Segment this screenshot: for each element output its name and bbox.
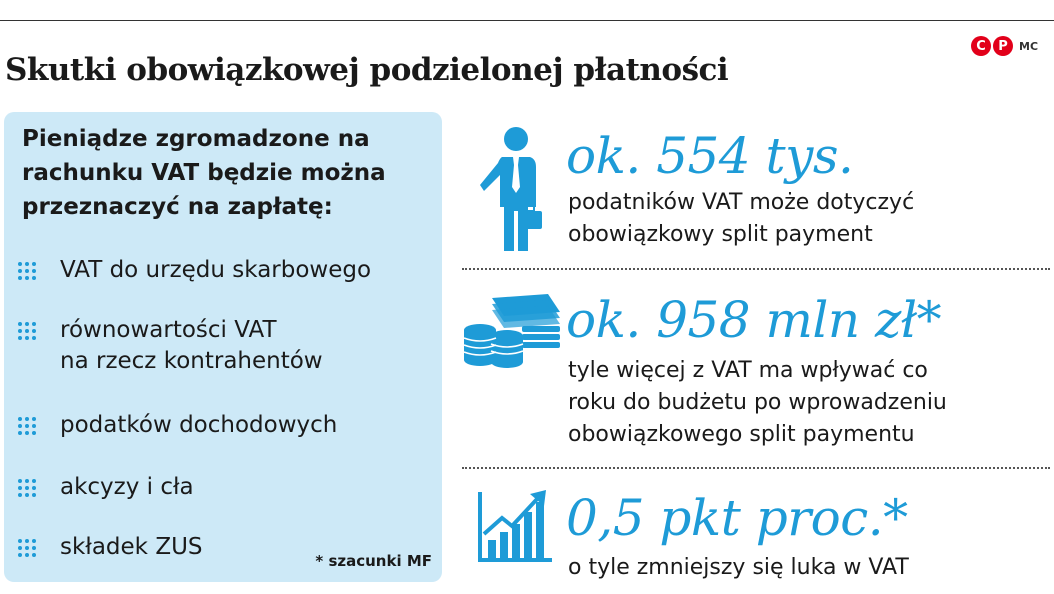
list-item (18, 255, 371, 286)
money-stack-icon (462, 290, 562, 370)
growth-chart-icon (478, 488, 554, 566)
list-item (18, 472, 194, 503)
stat-description-line: obowiązkowego split paymentu (568, 422, 915, 447)
list-item (18, 410, 337, 441)
list-item-text: akcyzy i cła (60, 474, 194, 500)
dots-bullet-icon (18, 417, 36, 435)
brand-mark (971, 35, 1038, 57)
panel-heading (22, 122, 437, 224)
stat-description-line: tyle więcej z VAT ma wpływać co (568, 358, 928, 383)
dots-bullet-icon (18, 262, 36, 280)
list-item (18, 532, 203, 563)
stat-description (568, 187, 914, 251)
list-item-text: składek ZUS (60, 534, 203, 560)
list-item-text: podatków dochodowych (60, 412, 338, 438)
stat-description-line: o tyle zmniejszy się luka w VAT (568, 555, 909, 580)
stat-value: ok. 958 mln zł* (566, 291, 942, 349)
dots-bullet-icon (18, 322, 36, 340)
stat-value: 0,5 pkt proc.* (566, 489, 908, 547)
author-initials: MC (1019, 39, 1039, 53)
stat-description-line: obowiązkowy split payment (568, 222, 873, 247)
panel-heading-line: przeznaczyć na zapłatę: (22, 194, 333, 220)
dotted-divider (462, 467, 1050, 469)
publisher-icon: P (993, 36, 1013, 56)
copyright-icon: C (971, 36, 991, 56)
top-rule (0, 20, 1054, 21)
dotted-divider (462, 268, 1050, 270)
stat-description (568, 552, 909, 584)
footnote: * szacunki MF (315, 552, 432, 570)
page-title: Skutki obowiązkowej podzielonej płatności (5, 52, 729, 88)
list-item-text: VAT do urzędu skarbowego (60, 257, 372, 283)
stat-description (568, 355, 947, 451)
businessman-icon (478, 125, 550, 255)
stat-description-line: roku do budżetu po wprowadzeniu (568, 390, 947, 415)
stat-value: ok. 554 tys. (566, 127, 854, 185)
dots-bullet-icon (18, 539, 36, 557)
panel-heading-line: Pieniądze zgromadzone na (22, 126, 370, 152)
payment-uses-panel (4, 112, 442, 582)
dots-bullet-icon (18, 479, 36, 497)
stat-description-line: podatników VAT może dotyczyć (568, 190, 915, 215)
list-item-text: równowartości VAT (60, 317, 277, 343)
list-item (18, 315, 323, 377)
list-item-text: na rzecz kontrahentów (60, 348, 323, 374)
panel-heading-line: rachunku VAT będzie można (22, 160, 386, 186)
